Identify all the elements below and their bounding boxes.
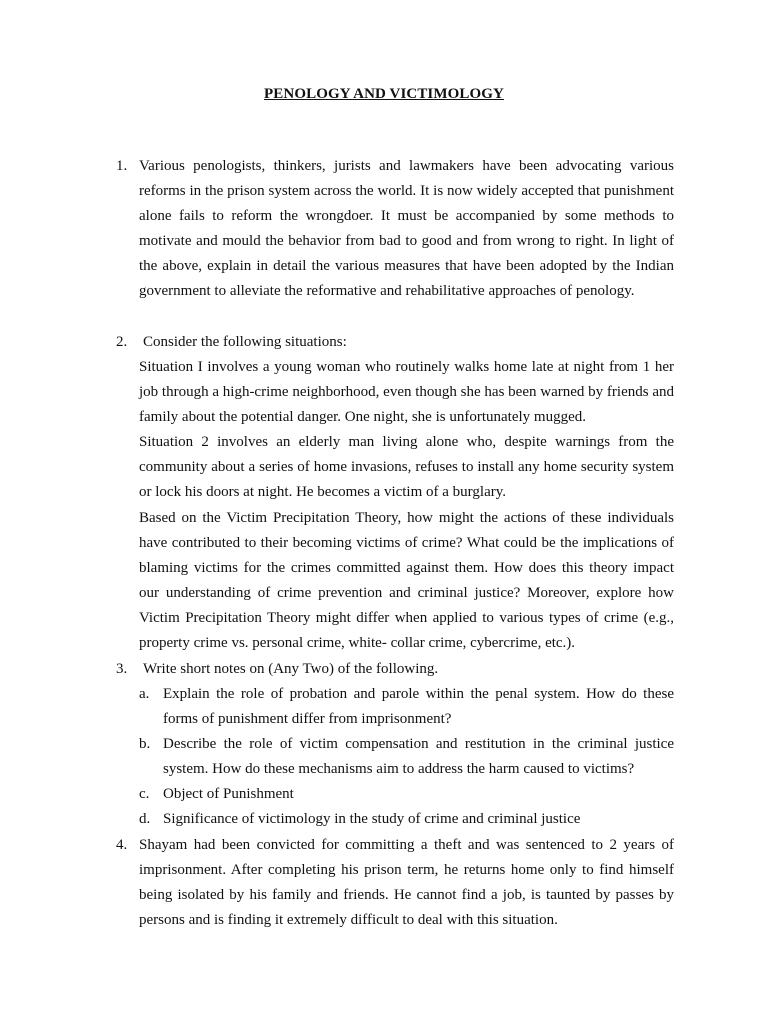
situation-1-text: Situation I involves a young woman who routinely walks home late at night from 1 her job through a high-crime neighborhood, even though she has been warned by friends and family about the potential danger. One night, she is unfortunately mugged. — [139, 359, 674, 426]
list-item-letter: a. — [139, 686, 150, 702]
question-intro-text: Consider the following situations: — [143, 334, 347, 350]
question-text: Based on the Victim Precipitation Theory, how might the actions of these individuals have contributed to their becoming victims of crime? What could be the implications of blaming victims for the crimes committed against them. How does this theory impact our understanding of crime prevention and criminal justice? Moreover, explore how Victim Precipitation Theory might differ when applied to various types of crime (e.g., property crime vs. personal crime, white- collar crime, cybercrime, etc.). — [139, 509, 674, 652]
question-intro — [143, 330, 678, 355]
list-item — [139, 807, 674, 832]
list-item-text: Explain the role of probation and parole within the penal system. How do these forms of punishment differ from imprisonment? — [163, 686, 674, 728]
question-number: 1. — [116, 158, 128, 174]
list-item — [139, 682, 674, 732]
list-item-letter: d. — [139, 811, 151, 828]
list-item-letter: b. — [139, 736, 151, 753]
question-body — [139, 833, 674, 933]
question-number: 3. — [116, 661, 128, 677]
situation-2-text: Situation 2 involves an elderly man living alone who, despite warnings from the community about a series of home invasions, refuses to install any home security system or lock his doors at night. He becomes a victim of a burglary. — [139, 434, 674, 501]
question-number: 2. — [116, 334, 128, 350]
list-item-text: Describe the role of victim compensation and restitution in the criminal justice system. How do these mechanisms aim to address the harm caused to victims? — [163, 736, 674, 778]
list-item-text: Significance of victimology in the study of crime and criminal justice — [163, 811, 581, 828]
sub-item-list — [139, 682, 674, 833]
list-item-text: Object of Punishment — [163, 786, 294, 803]
question-body — [139, 154, 674, 305]
question-intro-text: Write short notes on (Any Two) of the following. — [143, 661, 439, 677]
question-text: Shayam had been convicted for committing a theft and was sentenced to 2 years of imprisonment. After completing his prison term, he returns home only to find himself being isolated by his family and friends. He cannot find a job, is taunted by passes by persons and is finding it extremely difficult to deal with this situation. — [139, 837, 674, 929]
question-intro — [143, 657, 678, 682]
page-title: PENOLOGY AND VICTIMOLOGY — [264, 86, 504, 102]
list-item-letter: c. — [139, 786, 150, 803]
question-body — [139, 355, 674, 656]
list-item — [139, 732, 674, 782]
list-item — [139, 782, 674, 807]
question-text: Various penologists, thinkers, jurists and lawmakers have been advocating various reforms in the prison system across the world. It is now widely accepted that punishment alone fails to reform the wrongdoer. It must be accompanied by some methods to motivate and mould the behavior from bad to good and from wrong to right. In light of the above, explain in detail the various measures that have been adopted by the Indian government to alleviate the reformative and rehabilitative approaches of penology. — [139, 158, 674, 300]
question-number: 4. — [116, 837, 128, 853]
